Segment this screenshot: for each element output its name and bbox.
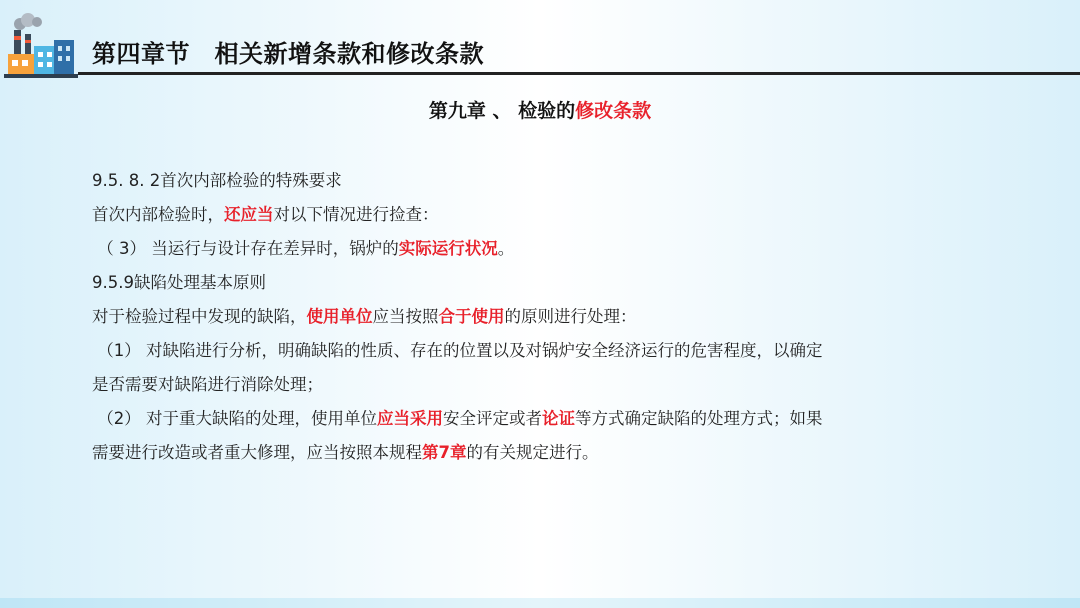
chapter-title-prefix: 第九章 、 检验的 bbox=[428, 100, 576, 122]
text-segment: 。 bbox=[497, 239, 515, 258]
text-segment: 的有关规定进行。 bbox=[466, 443, 599, 462]
text-segment: 需要进行改造或者重大修理，应当按照本规程 bbox=[92, 443, 422, 462]
highlight-text: 第7章 bbox=[422, 443, 467, 462]
paragraph-defect-handling bbox=[92, 300, 1012, 334]
chapter-title-highlight: 修改条款 bbox=[575, 100, 652, 122]
footer-band bbox=[0, 598, 1080, 608]
highlight-text: 论证 bbox=[542, 409, 575, 428]
factory-icon bbox=[4, 10, 78, 78]
section-heading-9-5-8-2: 9.5. 8. 2首次内部检验的特殊要求 bbox=[92, 171, 342, 190]
chapter-title bbox=[0, 96, 1080, 123]
text-segment: 对以下情况进行捡查： bbox=[273, 205, 439, 224]
highlight-text: 应当采用 bbox=[377, 409, 443, 428]
section-heading-9-5-9: 9.5.9缺陷处理基本原则 bbox=[92, 273, 266, 292]
text-segment: 安全评定或者 bbox=[443, 409, 542, 428]
list-item-1-continued: 是否需要对缺陷进行消除处理； bbox=[92, 375, 323, 394]
highlight-text: 实际运行状况 bbox=[398, 239, 498, 258]
header bbox=[0, 0, 1080, 78]
text-segment: （2） 对于重大缺陷的处理，使用单位 bbox=[97, 409, 377, 428]
text-segment: 对于检验过程中发现的缺陷， bbox=[92, 307, 307, 326]
text-segment: 首次内部检验时， bbox=[92, 205, 224, 224]
page-title: 第四章节 相关新增条款和修改条款 bbox=[92, 40, 484, 68]
list-item-3 bbox=[92, 232, 1012, 266]
highlight-text: 合于使用 bbox=[438, 307, 505, 326]
text-segment: （ 3） 当运行与设计存在差异时，锅炉的 bbox=[97, 239, 399, 258]
content-body bbox=[92, 164, 1012, 470]
list-item-2 bbox=[92, 402, 1012, 436]
list-item-2-continued bbox=[92, 436, 1012, 470]
highlight-text: 使用单位 bbox=[306, 307, 373, 326]
header-divider bbox=[78, 72, 1080, 75]
text-segment: 等方式确定缺陷的处理方式；如果 bbox=[575, 409, 823, 428]
list-item-1 bbox=[92, 334, 1012, 368]
paragraph-first-inspection bbox=[92, 198, 1012, 232]
text-segment: （1） 对缺陷进行分析，明确缺陷的性质、存在的位置以及对锅炉安全经济运行的危害程度，以确定 bbox=[97, 341, 823, 360]
text-segment: 的原则进行处理： bbox=[504, 307, 637, 326]
text-segment: 应当按照 bbox=[372, 307, 439, 326]
highlight-text: 还应当 bbox=[224, 205, 274, 224]
